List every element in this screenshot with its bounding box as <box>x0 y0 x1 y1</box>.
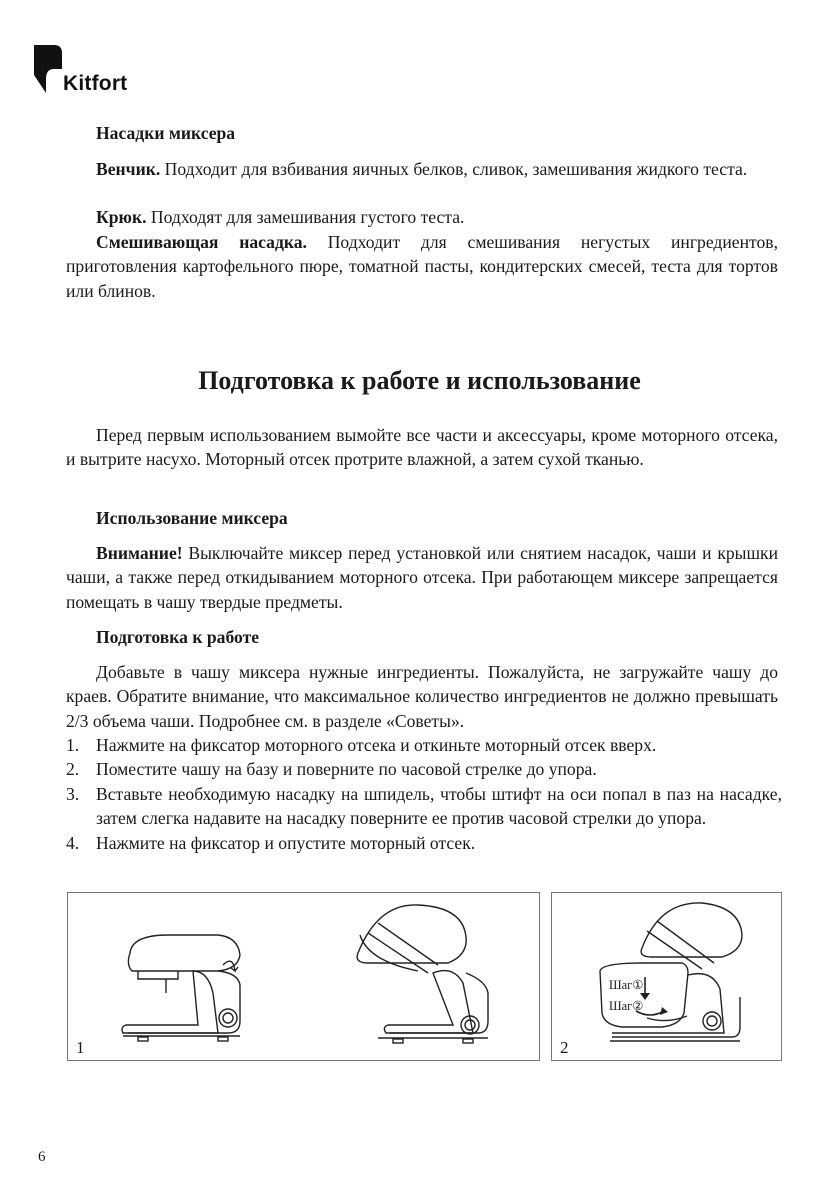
step-text: Вставьте необходимую насадку на шпидель, чтобы штифт на оси попал в паз на насадке, затем слегка надавите на насадку поверните ее против часовой стрелки до упора. <box>96 783 782 829</box>
figure-1 <box>67 892 540 1061</box>
step-text: Нажмите на фиксатор и опустите моторный отсек. <box>96 832 476 853</box>
whisk-term: Венчик. <box>96 159 161 179</box>
step-text: Поместите чашу на базу и поверните по часовой стрелке до упора. <box>96 759 597 780</box>
prep-steps-list <box>66 733 782 855</box>
warning-term: Внимание! <box>96 543 183 563</box>
step1-label-text: Шаг <box>609 978 633 992</box>
intro-paragraph: Перед первым использованием вымойте все части и аксессуары, кроме моторного отсека, и вытрите насухо. Моторный отсек протрите влажной, а затем сухой тканью. <box>66 425 778 470</box>
page-title: Подготовка к работе и использование <box>198 366 641 395</box>
list-item <box>66 831 782 855</box>
list-item <box>66 782 782 831</box>
step-number: 1. <box>66 735 80 755</box>
beater-paragraph <box>66 230 778 303</box>
warning-paragraph <box>66 541 778 614</box>
brand-name: Kitfort <box>63 72 128 95</box>
mixer-illustration-bowl-install <box>552 893 781 1060</box>
step1-label <box>609 977 644 993</box>
list-item <box>66 733 782 757</box>
list-item <box>66 757 782 781</box>
mixer-illustration-closed-and-open <box>68 893 539 1060</box>
whisk-paragraph <box>66 157 778 181</box>
step-number: 3. <box>66 783 80 804</box>
figure-2 <box>551 892 782 1061</box>
step2-label <box>609 998 644 1014</box>
page-number: 6 <box>38 1149 46 1165</box>
prep-heading: Подготовка к работе <box>96 627 260 647</box>
hook-text: Подходят для замешивания густого теста. <box>146 207 465 227</box>
step-number: 4. <box>66 832 80 853</box>
usage-heading: Использование миксера <box>96 508 288 528</box>
step-text: Нажмите на фиксатор моторного отсека и откиньте моторный отсек вверх. <box>96 735 657 755</box>
step-number: 2. <box>66 759 80 780</box>
figure-number: 2 <box>560 1038 569 1057</box>
whisk-text: Подходит для взбивания яичных белков, сливок, замешивания жидкого теста. <box>160 159 748 179</box>
figure-number: 1 <box>76 1038 85 1057</box>
prep-paragraph: Добавьте в чашу миксера нужные ингредиенты. Пожалуйста, не загружайте чашу до краев. Обратите внимание, что максимальное количество ингредиентов не должно превышать 2/3 объема чаши. Подробнее см. в разделе «Советы». <box>66 662 778 731</box>
beater-text: Подходит для смешивания негустых ингредиентов, приготовления картофельного пюре, томатной пасты, кондитерских смесей, теста для тортов или блинов. <box>66 232 778 301</box>
warning-text: Выключайте миксер перед установкой или снятием насадок, чаши и крышки чаши, а также перед откидыванием моторного отсека. При работающем миксере запрещается помещать в чашу твердые предметы. <box>66 543 778 612</box>
step1-mark: ① <box>632 978 644 992</box>
hook-paragraph <box>66 205 778 229</box>
step2-mark: ② <box>632 999 644 1013</box>
beater-term: Смешивающая насадка. <box>96 232 307 252</box>
attachments-heading: Насадки миксера <box>96 123 236 143</box>
hook-term: Крюк. <box>96 207 147 227</box>
step2-label-text: Шаг <box>609 999 633 1013</box>
